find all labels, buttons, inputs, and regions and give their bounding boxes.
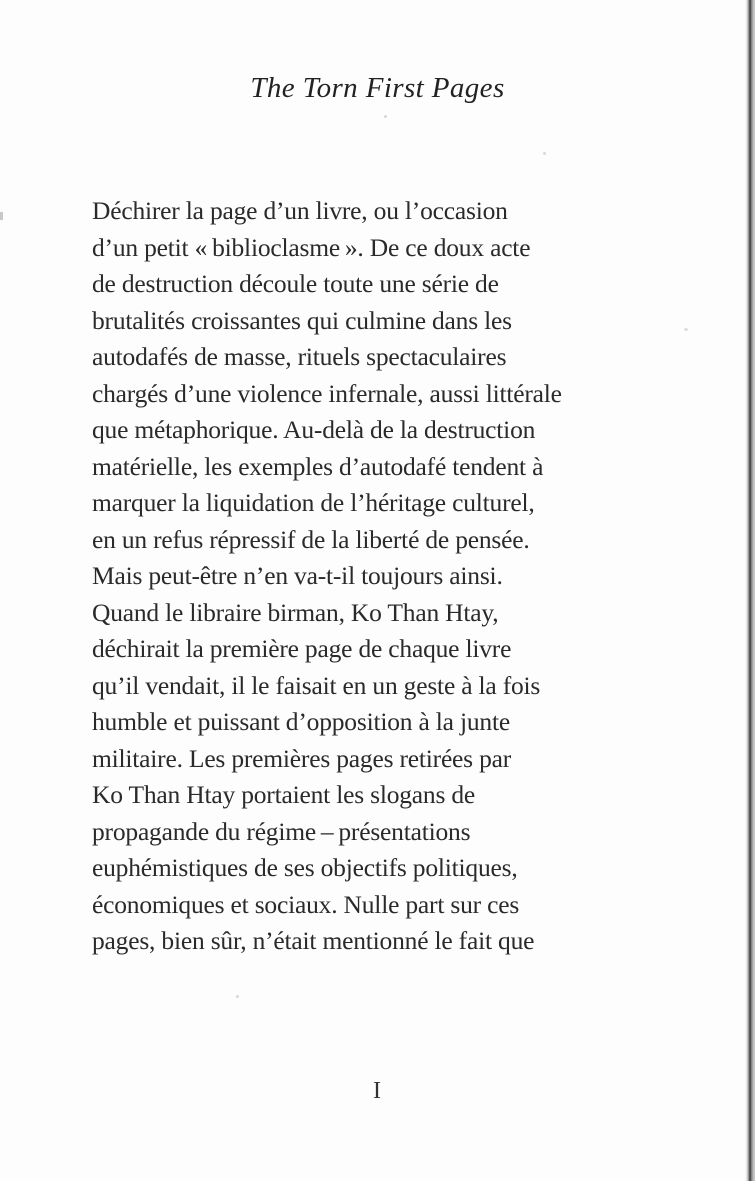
body-text-line: humble et puissant d’opposition à la junte — [92, 707, 510, 736]
body-text-line: propagande du régime – présentations — [92, 816, 471, 846]
body-text-line: marquer la liquidation de l’héritage culturel, — [92, 488, 535, 517]
body-text-line: euphémistiques de ses objectifs politiques, — [92, 853, 518, 882]
body-text-line: en un refus répressif de la liberté de pensée. — [92, 524, 530, 554]
body-text-line: économiques et sociaux. Nulle part sur ces — [92, 889, 520, 919]
body-text-line: de destruction découle toute une série de — [92, 269, 499, 298]
scan-edge-artifact — [745, 0, 755, 1181]
scan-speck — [236, 995, 239, 998]
body-text-line: Quand le libraire birman, Ko Than Htay, — [92, 597, 499, 627]
scan-speck — [684, 328, 688, 331]
body-text-line: Ko Than Htay portaient les slogans de — [92, 780, 476, 809]
scan-speck — [543, 152, 546, 155]
scan-speck — [0, 212, 3, 220]
body-text — [92, 193, 692, 960]
body-text-line: Mais peut-être n’en va-t-il toujours ainsi. — [92, 561, 503, 590]
chapter-title: The Torn First Pages — [250, 72, 505, 104]
body-text-line: autodafés de masse, rituels spectaculaires — [92, 342, 507, 371]
body-text-line: Déchirer la page d’un livre, ou l’occasion — [92, 196, 508, 225]
scan-speck — [384, 115, 387, 118]
body-text-line: brutalités croissantes qui culmine dans les — [92, 305, 512, 335]
body-text-line: pages, bien sûr, n’était mentionné le fait que — [92, 926, 535, 955]
body-text-line: que métaphorique. Au-delà de la destruction — [92, 415, 536, 444]
body-text-line: déchirait la première page de chaque livre — [92, 634, 512, 663]
body-text-line: matérielle, les exemples d’autodafé tendent à — [92, 451, 544, 481]
body-text-line: qu’il vendait, il le faisait en un geste à la fois — [92, 670, 541, 700]
page-number: I — [373, 1078, 382, 1104]
body-text-line: chargés d’une violence infernale, aussi littérale — [92, 378, 562, 408]
body-text-line: militaire. Les premières pages retirées par — [92, 743, 512, 773]
body-text-line: d’un petit « biblioclasme ». De ce doux acte — [92, 232, 531, 262]
